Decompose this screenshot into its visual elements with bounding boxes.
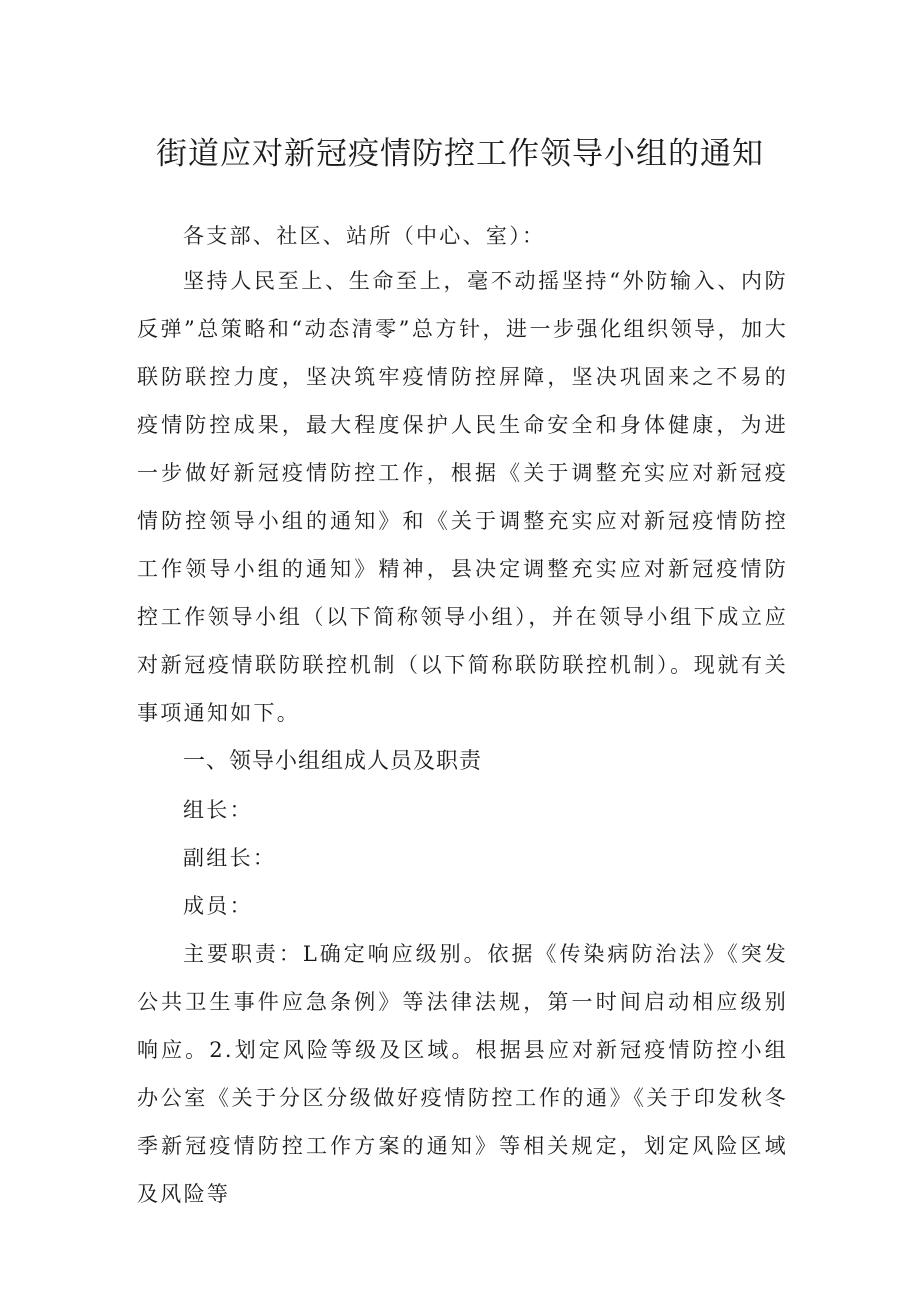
- leader-label: 组长：: [183, 798, 253, 822]
- document-title: 街道应对新冠疫情防控工作领导小组的通知: [156, 136, 764, 172]
- section-heading: 一、领导小组组成人员及职责: [183, 749, 483, 774]
- paragraph-duties: 主要职责：L确定响应级别。依据《传染病防治法》《突发公共卫生事件应急条例》等法律法规，第一时间启动相应级别响应。2.划定风险等级及区域。根据县应对新冠疫情防控小组办公室《关于分区分级做好疫情防控工作的通》《关于印发秋冬季新冠疫情防控工作方案的通知》等相关规定，划定风险区域及风险等: [137, 942, 788, 1206]
- salutation: 各支部、社区、站所（中心、室）：: [183, 224, 546, 248]
- deputy-leader-label: 副组长：: [183, 846, 277, 870]
- paragraph-intro: 坚持人民至上、生命至上，毫不动摇坚持“外防输入、内防反弹”总策略和“动态清零”总方针，进一步强化组织领导，加大联防联控力度，坚决筑牢疫情防控屏障，坚决巩固来之不易的疫情防控成果，最大程度保护人民生命安全和身体健康，为进一步做好新冠疫情防控工作，根据《关于调整充实应对新冠疫情防控领导小组的通知》和《关于调整充实应对新冠疫情防控工作领导小组的通知》精神，县决定调整充实应对新冠疫情防控工作领导小组（以下简称领导小组），并在领导小组下成立应对新冠疫情联防联控机制（以下简称联防联控机制）。现就有关事项通知如下。: [137, 269, 788, 725]
- members-label: 成员：: [183, 894, 253, 918]
